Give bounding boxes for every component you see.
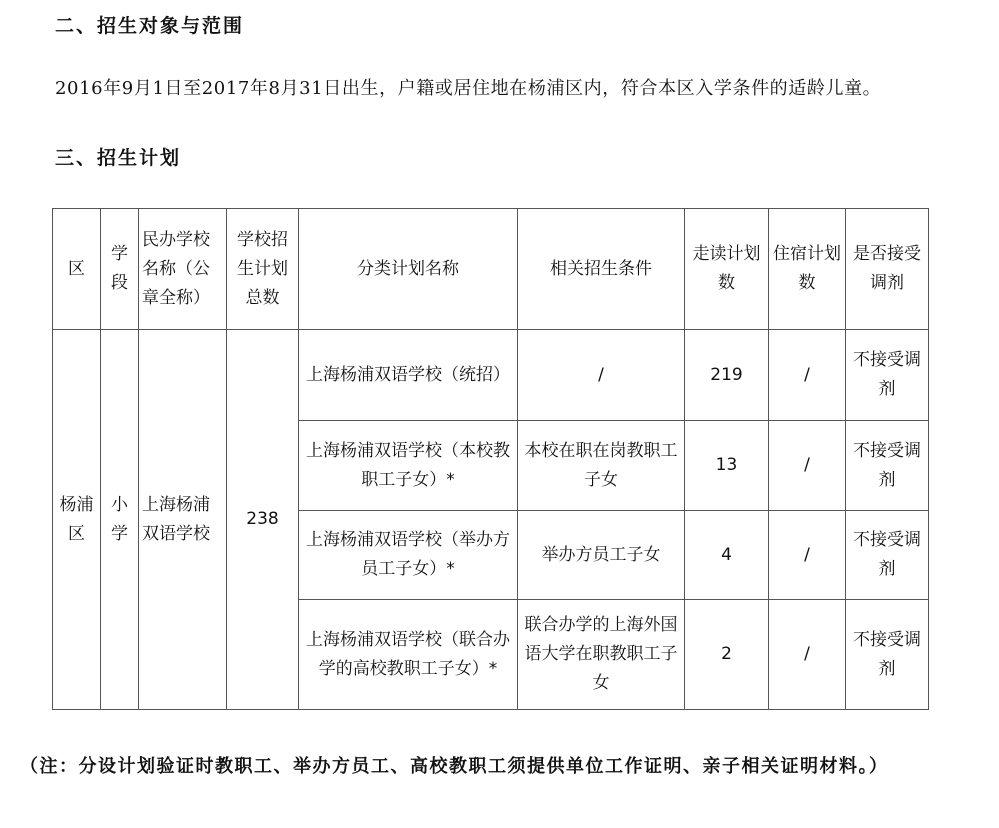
cell-day-count: 4 — [685, 511, 769, 600]
cell-conditions: 本校在职在岗教职工子女 — [518, 421, 685, 511]
section-heading-recruitment-scope: 二、招生对象与范围 — [55, 15, 245, 37]
cell-board-count: / — [769, 600, 846, 710]
eligibility-paragraph: 2016年9月1日至2017年8月31日出生，户籍或居住地在杨浦区内，符合本区入学条件的适龄儿童。 — [55, 78, 882, 99]
cell-total-plan: 238 — [227, 330, 299, 710]
cell-day-count: 2 — [685, 600, 769, 710]
table-row — [53, 330, 929, 421]
cell-day-count: 219 — [685, 330, 769, 421]
cell-board-count: / — [769, 511, 846, 600]
cell-board-count: / — [769, 330, 846, 421]
cell-adjust: 不接受调剂 — [846, 600, 929, 710]
header-conditions: 相关招生条件 — [518, 209, 685, 330]
header-adjust: 是否接受调剂 — [846, 209, 929, 330]
header-plan-name: 分类计划名称 — [299, 209, 518, 330]
cell-district: 杨浦区 — [53, 330, 101, 710]
cell-school-name: 上海杨浦双语学校 — [139, 330, 227, 710]
cell-stage: 小学 — [101, 330, 139, 710]
cell-conditions: / — [518, 330, 685, 421]
enrollment-plan-table — [52, 208, 929, 710]
header-board-count: 住宿计划数 — [769, 209, 846, 330]
cell-plan-name: 上海杨浦双语学校（举办方员工子女）* — [299, 511, 518, 600]
cell-adjust: 不接受调剂 — [846, 511, 929, 600]
cell-plan-name: 上海杨浦双语学校（统招） — [299, 330, 518, 421]
cell-adjust: 不接受调剂 — [846, 421, 929, 511]
cell-plan-name: 上海杨浦双语学校（联合办学的高校教职工子女）* — [299, 600, 518, 710]
cell-board-count: / — [769, 421, 846, 511]
table-header-row — [53, 209, 929, 330]
header-total-plan: 学校招生计划总数 — [227, 209, 299, 330]
header-district: 区 — [53, 209, 101, 330]
cell-conditions: 联合办学的上海外国语大学在职教职工子女 — [518, 600, 685, 710]
footnote: （注：分设计划验证时教职工、举办方员工、高校教职工须提供单位工作证明、亲子相关证明材料。） — [20, 756, 889, 777]
cell-conditions: 举办方员工子女 — [518, 511, 685, 600]
header-stage: 学段 — [101, 209, 139, 330]
cell-plan-name: 上海杨浦双语学校（本校教职工子女）* — [299, 421, 518, 511]
section-heading-recruitment-plan: 三、招生计划 — [55, 147, 182, 169]
cell-day-count: 13 — [685, 421, 769, 511]
header-school-name: 民办学校名称（公章全称） — [139, 209, 227, 330]
cell-adjust: 不接受调剂 — [846, 330, 929, 421]
header-day-count: 走读计划数 — [685, 209, 769, 330]
